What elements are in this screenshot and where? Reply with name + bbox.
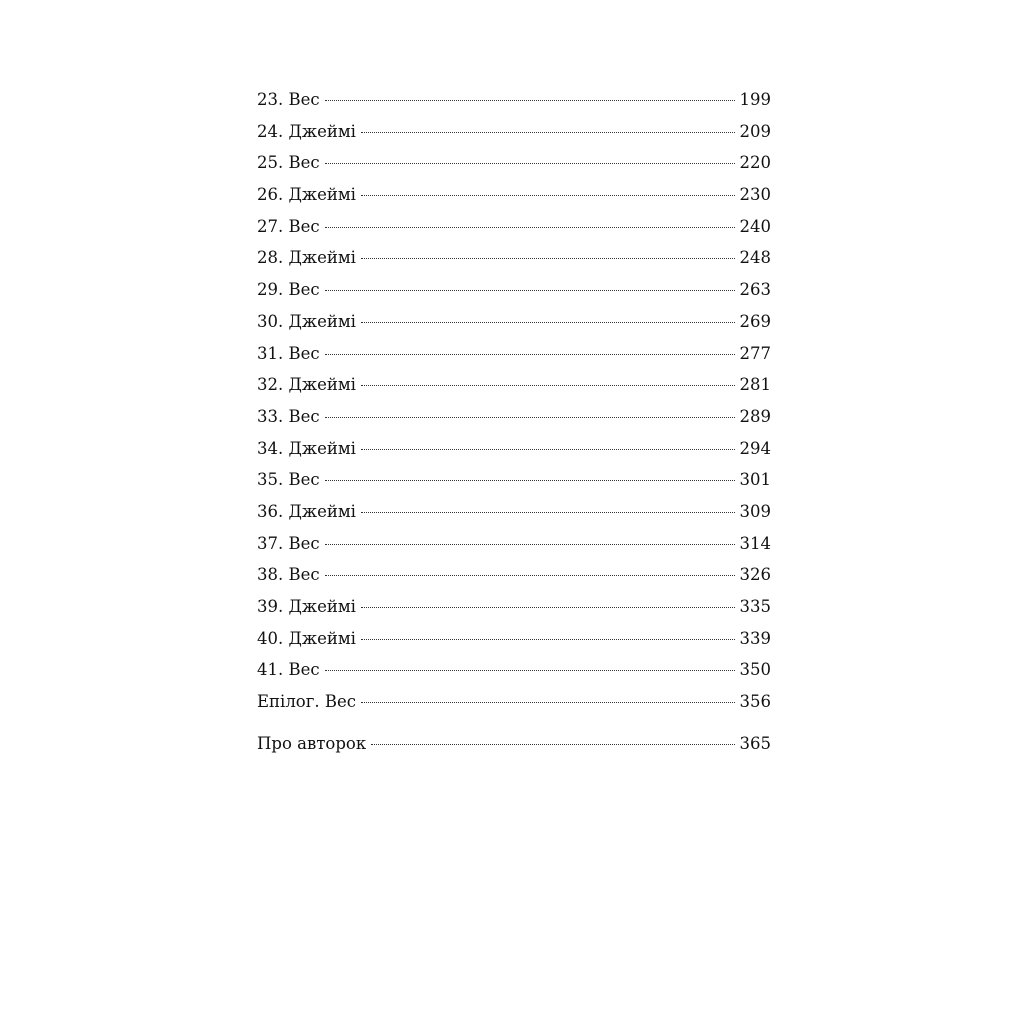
toc-entry [257,401,771,433]
toc-entry-page: 350 [739,660,771,680]
toc-entry-page: 269 [739,311,771,331]
toc-entry-title: 31. Вес [257,343,320,363]
toc-entry [257,496,771,528]
toc-entry-page: 230 [739,185,771,205]
toc-entry-title: 30. Джеймі [257,311,356,331]
toc-entry [257,433,771,465]
toc-entry-title: Про авторок [257,733,367,753]
toc-entry [257,728,771,760]
dot-leader [325,544,735,545]
toc-entry-page: 199 [739,90,771,109]
toc-entry-page: 335 [739,597,771,616]
dot-leader [361,132,735,133]
toc-entry [257,274,771,306]
toc-entry-title: 27. Вес [257,216,320,236]
toc-entry [257,116,771,148]
dot-leader [361,702,735,703]
toc-entry [257,528,771,560]
dot-leader [361,607,735,608]
dot-leader [361,322,735,323]
toc-entry [257,369,771,401]
toc-entry [257,242,771,274]
dot-leader [361,258,735,259]
toc-entry-page: 314 [739,533,771,553]
toc-entry-page: 326 [739,565,771,585]
dot-leader [325,417,735,418]
toc-entry-title: 39. Джеймі [257,597,356,616]
toc-entry-title: 28. Джеймі [257,248,356,268]
toc-entry-title: Епілог. Вес [257,692,356,712]
dot-leader [325,227,735,228]
toc-entry [257,686,771,718]
toc-entry-title: 29. Вес [257,280,320,300]
dot-leader [371,744,734,745]
dot-leader [325,575,735,576]
toc-entry-title: 26. Джеймі [257,185,356,205]
toc-entry-page: 220 [739,153,771,173]
dot-leader [361,195,735,196]
dot-leader [325,670,735,671]
toc-entry-page: 277 [739,343,771,363]
toc-entry [257,84,771,116]
toc-entry-title: 36. Джеймі [257,501,356,521]
toc-entry-page: 263 [739,280,771,300]
dot-leader [325,100,735,101]
toc-entry-title: 35. Вес [257,470,320,490]
dot-leader [361,385,735,386]
toc-entry-page: 240 [739,216,771,236]
toc-entry-page: 309 [739,501,771,521]
toc-entry [257,147,771,179]
toc-entry-title: 40. Джеймі [257,628,356,648]
toc-entry [257,623,771,655]
toc-entry-title: 37. Вес [257,533,320,553]
toc-entry-page: 248 [739,248,771,268]
dot-leader [361,449,735,450]
toc-entry-page: 294 [739,438,771,458]
toc-entry [257,338,771,370]
toc-entry-page: 289 [739,406,771,426]
toc-entry-page: 339 [739,628,771,648]
toc-entry [257,306,771,338]
toc-entry [257,559,771,591]
toc-entry-title: 25. Вес [257,153,320,173]
dot-leader [325,480,735,481]
toc-entry-page: 281 [739,375,771,395]
table-of-contents [257,84,771,759]
toc-entry-title: 41. Вес [257,660,320,680]
dot-leader [325,354,735,355]
toc-entry-page: 365 [739,733,771,753]
toc-entry-title: 23. Вес [257,90,320,109]
toc-entry-title: 32. Джеймі [257,375,356,395]
toc-entry [257,654,771,686]
toc-entry-page: 301 [739,470,771,490]
toc-entry [257,179,771,211]
toc-entry [257,464,771,496]
dot-leader [361,512,735,513]
toc-entry [257,591,771,623]
toc-entry-title: 33. Вес [257,406,320,426]
toc-entry-title: 38. Вес [257,565,320,585]
toc-entry-page: 209 [739,121,771,141]
dot-leader [361,639,735,640]
dot-leader [325,163,735,164]
dot-leader [325,290,735,291]
toc-entry-page: 356 [739,692,771,712]
toc-entry-title: 34. Джеймі [257,438,356,458]
toc-entry [257,211,771,243]
toc-entry-title: 24. Джеймі [257,121,356,141]
